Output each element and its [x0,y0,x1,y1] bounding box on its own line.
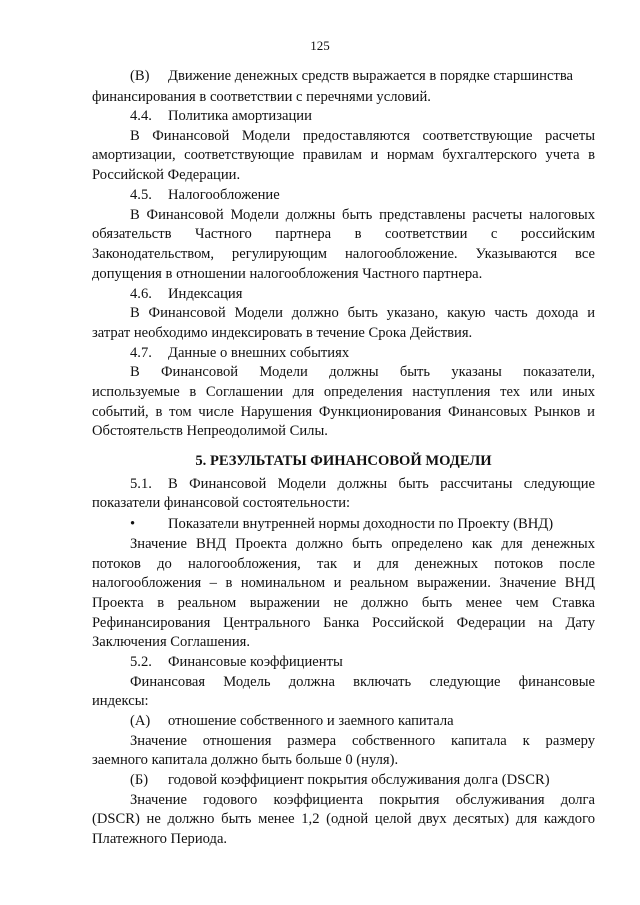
paragraph-line: Обстоятельств Непреодолимой Силы. [92,423,328,439]
paragraph-line: Проекта в реальном выражении не должно быть менее чем Ставка [92,595,595,611]
section-heading-4-6 [92,285,595,304]
item-a-text: отношение собственного и заемного капитала [168,713,454,729]
item-b-label: (Б) [130,772,149,788]
paragraph-line: Значение отношения размера собственного капитала к размеру [130,733,595,749]
paragraph-line: В Финансовой Модели должно быть указано, какую часть дохода и [130,305,595,321]
section-title: Налогообложение [168,187,280,203]
paragraph-line: используемые в Соглашении для определения наступления тех или иных [92,384,595,400]
section-num: 5.2. [130,654,152,670]
item-v-line: финансирования в соответствии с перечнями условий. [92,89,431,105]
item-b-heading [92,771,595,790]
item-v-label: (В) [130,68,150,84]
section-title: Данные о внешних событиях [168,345,350,361]
section-num: 4.5. [130,187,152,203]
section-title: Индексация [168,286,243,302]
section-heading-4-7 [92,344,595,363]
section-num: 5.1. [130,476,152,492]
item-b-text: годовой коэффициент покрытия обслуживания долга (DSCR) [168,772,550,788]
section-title: Политика амортизации [168,108,312,124]
paragraph-line: В Финансовой Модели предоставляются соответствующие расчеты [130,128,595,144]
bullet-item [92,515,595,534]
paragraph-line: Платежного Периода. [92,831,228,847]
paragraph-line: событий, в том числе Нарушения Функционирования Финансовых Рынков и [92,404,595,420]
paragraph-line: Заключения Соглашения. [92,634,251,650]
section-num: 4.7. [130,345,152,361]
section-heading-4-5 [92,186,595,205]
section-num: 4.6. [130,286,152,302]
bullet-icon: • [130,516,136,532]
item-a-heading [92,712,595,731]
section-heading-5-2 [92,653,595,672]
paragraph-line: Российской Федерации. [92,167,241,183]
paragraph-line: допущения в отношении налогообложения Частного партнера. [92,266,483,282]
item-v-heading [92,67,595,86]
paragraph-line: В Финансовой Модели должны быть указаны показатели, [130,364,595,380]
paragraph-line: потоков до налогообложения, так и для денежных потоков после [92,556,595,572]
paragraph-line: обязательств Частного партнера в соответствии с российским [92,226,595,242]
paragraph-line: затрат необходимо индексировать в течение Срока Действия. [92,325,473,341]
paragraph-line: Значение годового коэффициента покрытия обслуживания долга [130,792,595,808]
section-heading-4-4 [92,107,595,126]
section-num: 4.4. [130,108,152,124]
paragraph-line: Законодательством, регулирующим налогообложение. Указываются все [92,246,595,262]
paragraph-line: заемного капитала должно быть больше 0 (нуля). [92,752,399,768]
paragraph-line: показатели финансовой состоятельности: [92,495,351,511]
section-heading-5-1 [92,475,595,494]
section-title: Финансовые коэффициенты [168,654,343,670]
section-5-heading: 5. РЕЗУЛЬТАТЫ ФИНАНСОВОЙ МОДЕЛИ [195,453,492,469]
paragraph-line: Значение ВНД Проекта должно быть определено как для денежных [130,536,595,552]
item-a-label: (А) [130,713,151,729]
paragraph-line: амортизации, соответствующие правилам и нормам бухгалтерского учета в [92,147,595,163]
item-v-text: Движение денежных средств выражается в порядке старшинства [168,68,574,84]
paragraph-line: В Финансовой Модели должны быть представлены расчеты налоговых [130,207,595,223]
paragraph-line: Финансовая Модель должна включать следующие финансовые [130,674,595,690]
paragraph-line: индексы: [92,693,149,709]
bullet-text: Показатели внутренней нормы доходности по Проекту (ВНД) [168,516,554,532]
paragraph-line: Рефинансирования Центрального Банка Российской Федерации на Дату [92,615,595,631]
paragraph-line: (DSCR) не должно быть менее 1,2 (одной целой двух десятых) для каждого [92,811,595,827]
section-text: В Финансовой Модели должны быть рассчитаны следующие [168,476,595,492]
paragraph-line: налогообложения – в номинальном и реальном выражении. Значение ВНД [92,575,595,591]
page-number: 125 [310,38,330,53]
